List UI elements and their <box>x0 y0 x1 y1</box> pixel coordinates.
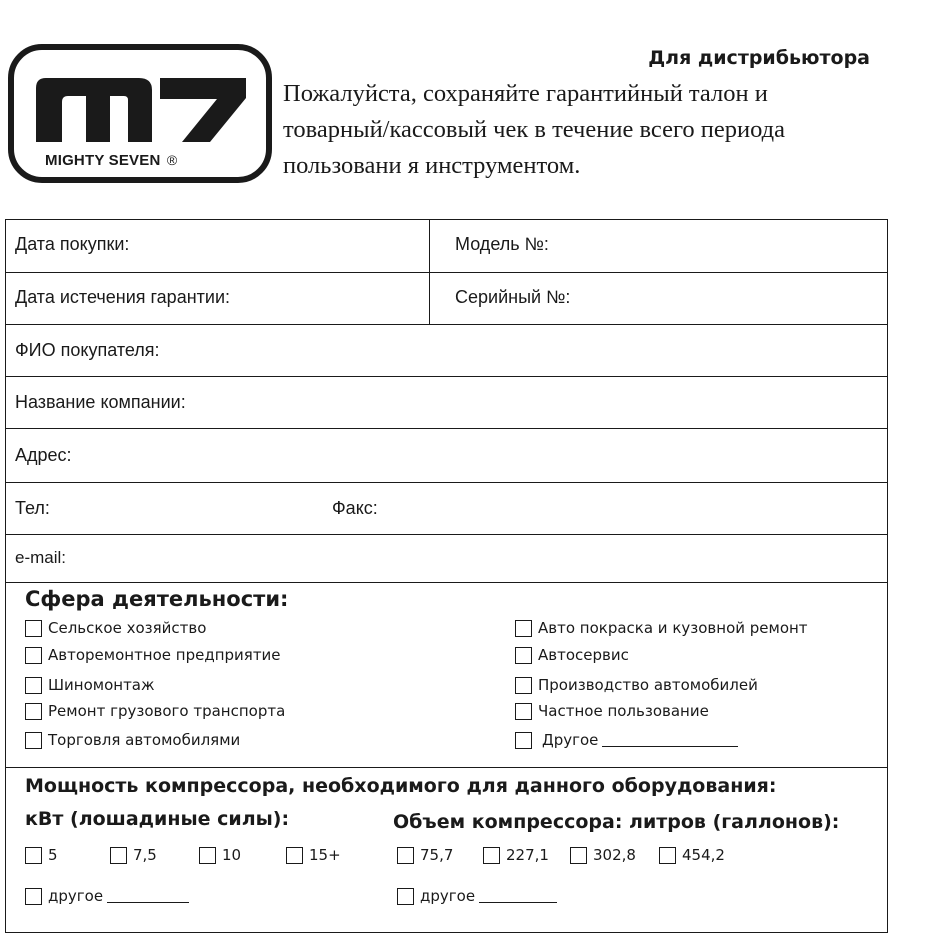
warranty-form <box>5 219 888 933</box>
option-label: 10 <box>222 846 242 864</box>
purchase-date-field[interactable]: Дата покупки: <box>15 234 130 254</box>
checkbox[interactable] <box>483 847 500 864</box>
activity-option-other[interactable] <box>515 731 738 749</box>
checkbox[interactable] <box>515 620 532 637</box>
option-label: Торговля автомобилями <box>48 731 241 749</box>
activity-option[interactable] <box>515 646 629 664</box>
checkbox[interactable] <box>515 647 532 664</box>
checkbox[interactable] <box>25 732 42 749</box>
power-option[interactable] <box>25 846 58 864</box>
model-number-field[interactable]: Модель №: <box>455 234 549 254</box>
row-divider <box>6 482 887 483</box>
volume-option[interactable] <box>397 846 453 864</box>
option-label: Ремонт грузового транспорта <box>48 702 286 720</box>
registered-mark: ® <box>166 152 178 168</box>
row-divider <box>6 324 887 325</box>
row-divider <box>6 376 887 377</box>
checkbox[interactable] <box>570 847 587 864</box>
warranty-expiry-field[interactable]: Дата истечения гарантии: <box>15 287 230 307</box>
checkbox[interactable] <box>659 847 676 864</box>
address-field[interactable]: Адрес: <box>15 445 72 465</box>
serial-number-field[interactable]: Серийный №: <box>455 287 571 307</box>
checkbox[interactable] <box>397 888 414 905</box>
checkbox[interactable] <box>25 888 42 905</box>
other-volume-blank[interactable] <box>479 889 557 903</box>
checkbox[interactable] <box>286 847 303 864</box>
logo-caption-text: MIGHTY SEVEN <box>45 152 161 169</box>
column-divider <box>429 220 430 324</box>
checkbox[interactable] <box>25 847 42 864</box>
row-divider <box>6 767 887 768</box>
checkbox[interactable] <box>25 620 42 637</box>
option-label: 75,7 <box>420 846 454 864</box>
activity-option[interactable] <box>25 676 155 694</box>
option-label: 5 <box>48 846 58 864</box>
other-activity-blank[interactable] <box>602 733 738 747</box>
notice-line: пользовани я инструментом. <box>283 152 581 179</box>
volume-option[interactable] <box>483 846 549 864</box>
checkbox[interactable] <box>110 847 127 864</box>
checkbox[interactable] <box>25 647 42 664</box>
checkbox[interactable] <box>515 732 532 749</box>
option-label: 227,1 <box>506 846 549 864</box>
option-label: другое <box>420 887 476 905</box>
activity-option[interactable] <box>515 702 709 720</box>
compressor-title: Мощность компрессора, необходимого для данного оборудования: <box>25 775 777 797</box>
option-label: Авто покраска и кузовной ремонт <box>538 619 808 637</box>
option-label: Частное пользование <box>538 702 709 720</box>
option-label: другое <box>48 887 104 905</box>
option-label: 454,2 <box>682 846 725 864</box>
activity-option[interactable] <box>25 702 285 720</box>
activity-option[interactable] <box>25 619 206 637</box>
option-label: 15+ <box>309 846 341 864</box>
option-label: 7,5 <box>133 846 157 864</box>
activity-option[interactable] <box>515 619 808 637</box>
mighty-seven-logo <box>8 44 272 183</box>
power-option[interactable] <box>286 846 341 864</box>
option-label: Шиномонтаж <box>48 676 155 694</box>
activity-option[interactable] <box>25 731 240 749</box>
other-power-blank[interactable] <box>107 889 189 903</box>
email-field[interactable]: e-mail: <box>15 548 67 567</box>
phone-field[interactable]: Тел: <box>15 498 50 518</box>
row-divider <box>6 582 887 583</box>
checkbox[interactable] <box>515 703 532 720</box>
company-name-field[interactable]: Название компании: <box>15 392 186 412</box>
volume-option-other[interactable] <box>397 887 557 905</box>
option-label: Сельское хозяйство <box>48 619 207 637</box>
option-label: Производство автомобилей <box>538 676 758 694</box>
volume-option[interactable] <box>659 846 725 864</box>
checkbox[interactable] <box>397 847 414 864</box>
distributor-label: Для дистрибьютора <box>648 47 870 69</box>
row-divider <box>6 534 887 535</box>
power-option[interactable] <box>110 846 157 864</box>
checkbox[interactable] <box>515 677 532 694</box>
warranty-notice <box>283 76 903 184</box>
activity-title: Сфера деятельности: <box>25 587 289 611</box>
checkbox[interactable] <box>25 677 42 694</box>
buyer-name-field[interactable]: ФИО покупателя: <box>15 340 160 360</box>
power-title: кВт (лошадиные силы): <box>25 808 290 830</box>
option-label: Автосервис <box>538 646 629 664</box>
notice-line: товарный/кассовый чек в течение всего периода <box>283 116 785 143</box>
row-divider <box>6 428 887 429</box>
checkbox[interactable] <box>199 847 216 864</box>
power-option-other[interactable] <box>25 887 189 905</box>
activity-option[interactable] <box>515 676 758 694</box>
volume-option[interactable] <box>570 846 636 864</box>
logo-caption <box>45 152 177 169</box>
power-option[interactable] <box>199 846 241 864</box>
option-label: 302,8 <box>593 846 636 864</box>
checkbox[interactable] <box>25 703 42 720</box>
option-label: Другое <box>542 731 599 749</box>
notice-line: Пожалуйста, сохраняйте гарантийный талон и <box>283 80 768 107</box>
row-divider <box>6 272 887 273</box>
volume-title: Объем компрессора: литров (галлонов): <box>393 811 840 833</box>
fax-field[interactable]: Факс: <box>332 498 378 518</box>
option-label: Авторемонтное предприятие <box>48 646 281 664</box>
activity-option[interactable] <box>25 646 281 664</box>
